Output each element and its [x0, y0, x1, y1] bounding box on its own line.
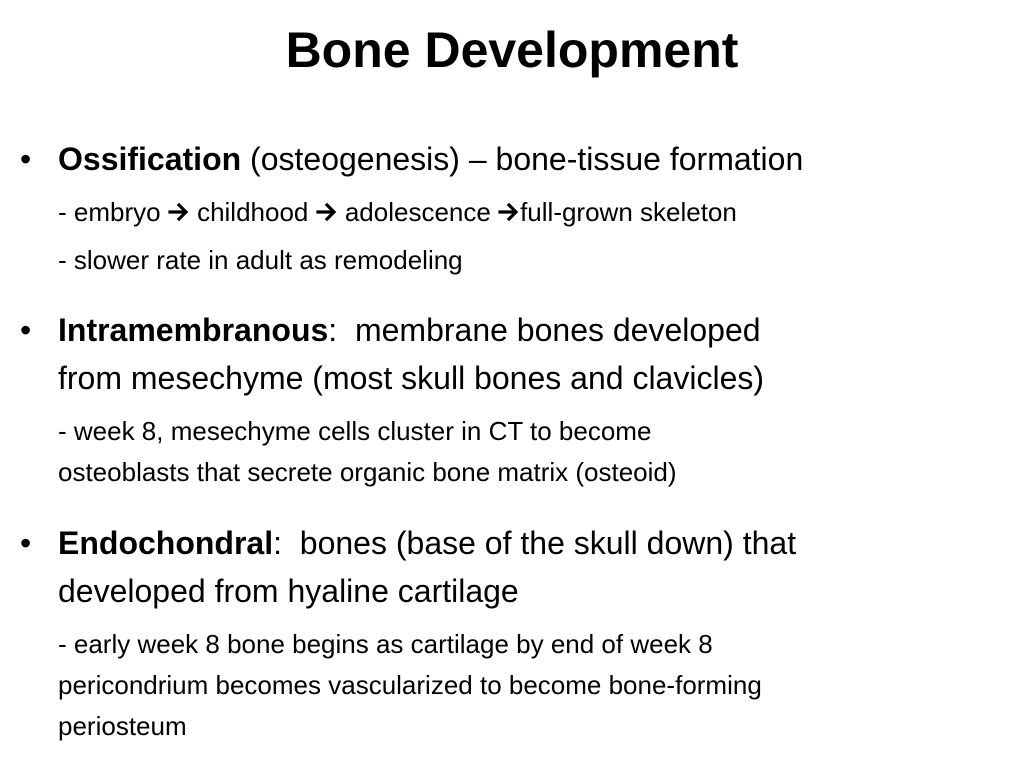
bullet-main-line: [58, 520, 796, 566]
bullet-main-line: [58, 307, 761, 353]
bullet-dot: •: [20, 525, 32, 561]
sub-line-2: osteoblasts that secrete organic bone matrix (osteoid): [58, 457, 677, 487]
arrow-right-icon: [168, 201, 190, 223]
bullet-main-line: [58, 136, 803, 182]
slide-title: Bone Development: [285, 22, 739, 78]
bullet-dot: •: [20, 312, 32, 348]
sub-line-remodeling: - slower rate in adult as remodeling: [58, 245, 463, 275]
bullet-main-line-2: from mesechyme (most skull bones and clavicles): [58, 360, 765, 396]
arrow-right-icon: [316, 201, 338, 223]
bullet-text: : membrane bones developed: [328, 312, 761, 348]
bullet-main-line-2: developed from hyaline cartilage: [58, 573, 519, 609]
stage-childhood: childhood: [197, 197, 309, 227]
sub-line-3: periosteum: [58, 711, 187, 741]
bullet-text: : bones (base of the skull down) that: [273, 525, 797, 561]
sub-line-1: - week 8, mesechyme cells cluster in CT to become: [58, 416, 652, 446]
bullet-dot: •: [20, 141, 32, 177]
stage-full-grown-skeleton: full-grown skeleton: [520, 197, 737, 227]
bullet-term: Ossification: [58, 141, 242, 177]
bullet-term: Endochondral: [58, 525, 274, 561]
arrow-right-icon: [498, 201, 520, 223]
sub-line-2: pericondrium becomes vascularized to become bone-forming: [58, 670, 762, 700]
bullet-term: Intramembranous: [58, 312, 329, 348]
sub-line-stages: - embryo childhood adolescence full-grown skeleton: [58, 197, 737, 227]
sub-line-1: - early week 8 bone begins as cartilage by end of week 8: [58, 629, 713, 659]
bullet-text: (osteogenesis) – bone-tissue formation: [241, 141, 804, 177]
stage-adolescence: adolescence: [344, 197, 491, 227]
stage-embryo: embryo: [73, 197, 161, 227]
